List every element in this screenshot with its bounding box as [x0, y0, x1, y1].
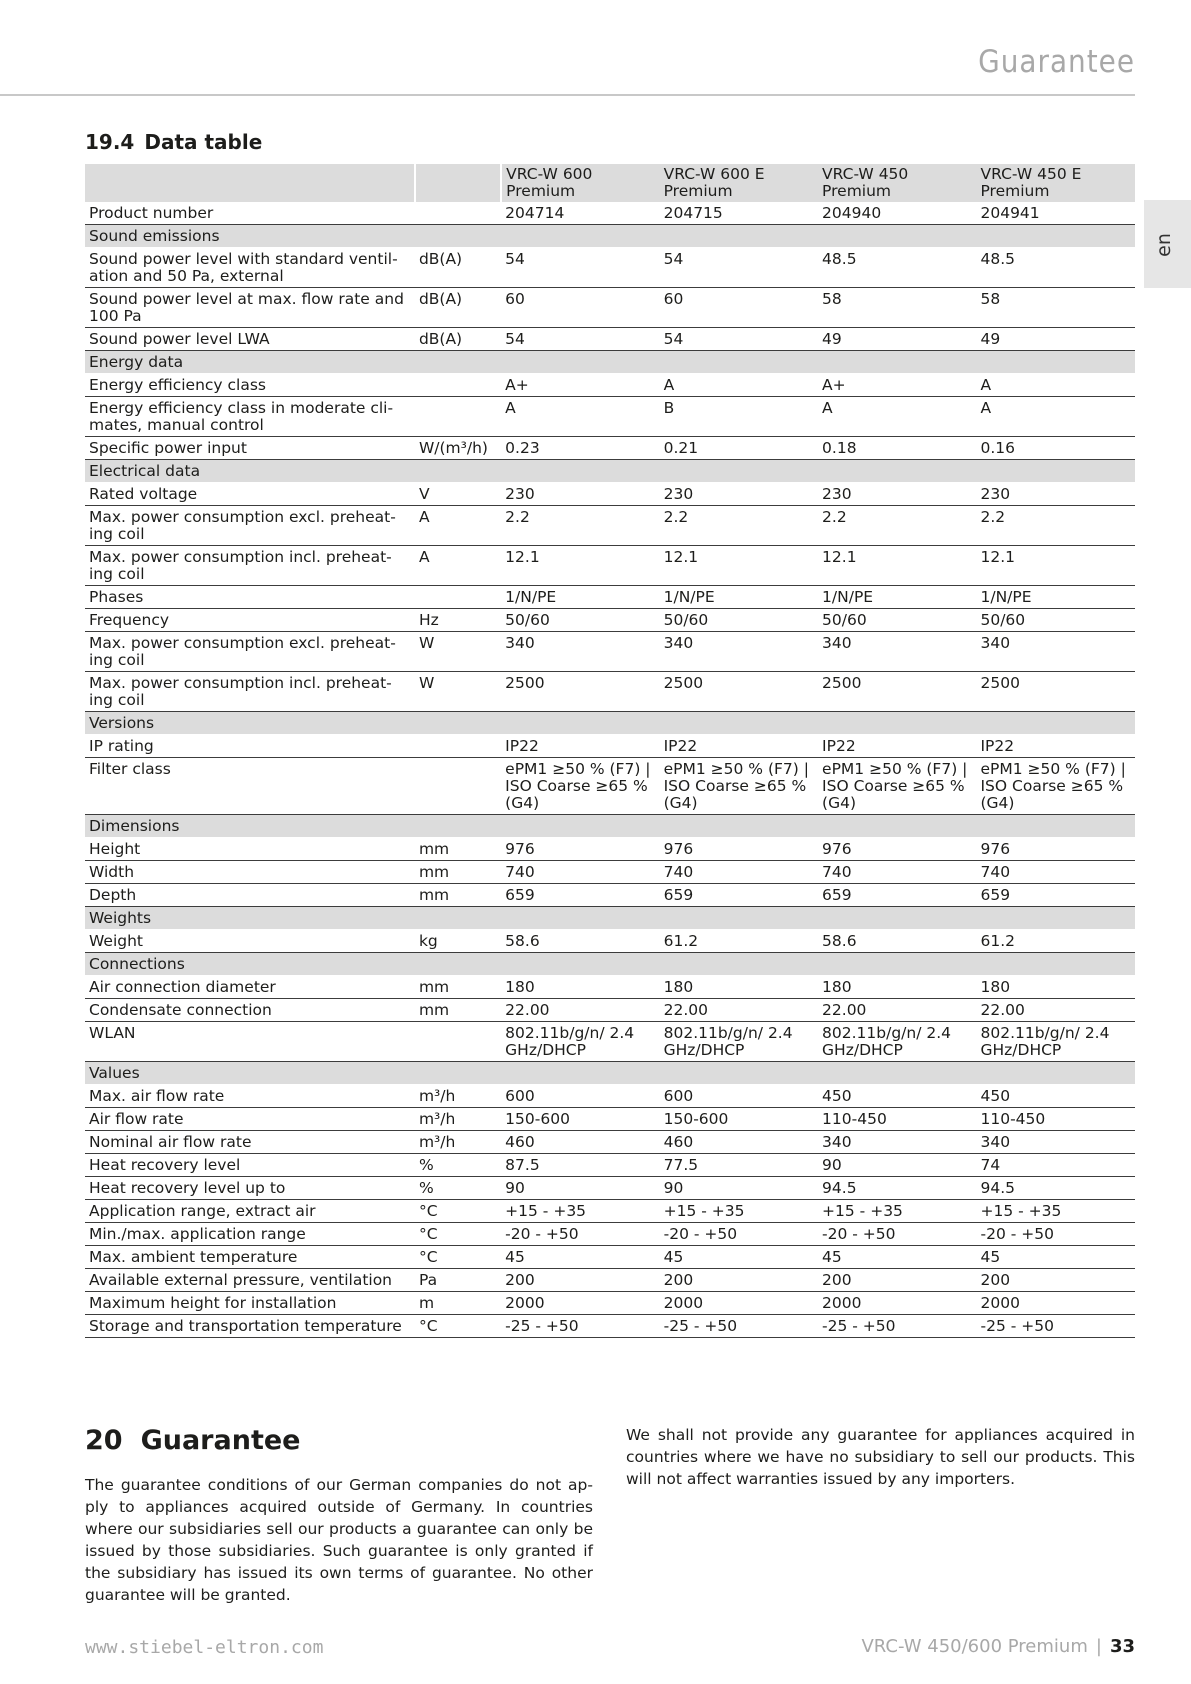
- table-cell: 200: [818, 1269, 976, 1292]
- table-cell: 230: [976, 483, 1135, 506]
- table-cell: 22.00: [660, 999, 818, 1022]
- footer-product: VRC-W 450/600 Premium: [861, 1636, 1088, 1657]
- group-row: [85, 953, 1135, 976]
- table-cell: 50/60: [501, 609, 659, 632]
- table-body: [85, 202, 1135, 1338]
- row-unit: °C: [415, 1200, 501, 1223]
- group-label: Connections: [85, 953, 1135, 976]
- column-header: VRC-W 600 E Premium: [660, 164, 818, 202]
- row-unit: W: [415, 632, 501, 672]
- table-cell: 110-450: [976, 1108, 1135, 1131]
- table-cell: A: [976, 397, 1135, 437]
- row-unit: mm: [415, 976, 501, 999]
- table-row: [85, 735, 1135, 758]
- section-number: 19.4: [85, 130, 135, 154]
- table-row: [85, 546, 1135, 586]
- row-label: Max. ambient temperature: [85, 1246, 415, 1269]
- group-label: Weights: [85, 907, 1135, 930]
- table-row: [85, 1315, 1135, 1338]
- row-label: WLAN: [85, 1022, 415, 1062]
- row-label: Energy efficiency class: [85, 374, 415, 397]
- table-row: [85, 328, 1135, 351]
- table-cell: 200: [660, 1269, 818, 1292]
- table-cell: 45: [660, 1246, 818, 1269]
- table-row: [85, 506, 1135, 546]
- table-cell: 2500: [501, 672, 659, 712]
- row-label: Phases: [85, 586, 415, 609]
- table-cell: B: [660, 397, 818, 437]
- row-unit: mm: [415, 884, 501, 907]
- group-row: [85, 351, 1135, 374]
- table-cell: 2500: [976, 672, 1135, 712]
- table-row: [85, 1131, 1135, 1154]
- row-unit: mm: [415, 999, 501, 1022]
- table-cell: -25 - +50: [818, 1315, 976, 1338]
- section-title: [85, 130, 262, 154]
- table-cell: 2000: [976, 1292, 1135, 1315]
- table-cell: 48.5: [976, 248, 1135, 288]
- row-label: Storage and transportation temperature: [85, 1315, 415, 1338]
- row-unit: %: [415, 1154, 501, 1177]
- table-cell: 12.1: [660, 546, 818, 586]
- table-cell: IP22: [818, 735, 976, 758]
- table-cell: 204940: [818, 202, 976, 225]
- guarantee-title: Guarantee: [140, 1425, 301, 1456]
- table-cell: A+: [818, 374, 976, 397]
- row-unit: Pa: [415, 1269, 501, 1292]
- row-label: Sound power level at max. flow rate and 100 Pa: [85, 288, 415, 328]
- row-unit: [415, 1022, 501, 1062]
- row-unit: W: [415, 672, 501, 712]
- table-cell: 659: [818, 884, 976, 907]
- table-cell: 740: [660, 861, 818, 884]
- row-unit: mm: [415, 838, 501, 861]
- table-row: [85, 609, 1135, 632]
- footer-info: [861, 1636, 1135, 1657]
- table-cell: 802.11b/g/n/ 2.4 GHz/DHCP: [818, 1022, 976, 1062]
- row-label: Frequency: [85, 609, 415, 632]
- table-cell: -20 - +50: [818, 1223, 976, 1246]
- table-cell: 180: [976, 976, 1135, 999]
- row-label: Condensate connection: [85, 999, 415, 1022]
- group-row: [85, 712, 1135, 735]
- row-unit: %: [415, 1177, 501, 1200]
- table-cell: +15 - +35: [501, 1200, 659, 1223]
- table-cell: 61.2: [976, 930, 1135, 953]
- row-unit: [415, 735, 501, 758]
- table-cell: 2000: [660, 1292, 818, 1315]
- table-cell: 2.2: [660, 506, 818, 546]
- guarantee-text-left: The guarantee conditions of our German companies do not ap-ply to appliances acquired outside of Germany. In countries where our subsidiaries sell our products a guarantee can only be issued by those subsidiaries. Such guarantee is only granted if the subsidiary has issued its own terms of guarantee. No other guarantee will be granted.: [85, 1476, 593, 1604]
- table-row: [85, 586, 1135, 609]
- table-cell: 460: [501, 1131, 659, 1154]
- row-label: Max. power consumption incl. preheat-ing coil: [85, 672, 415, 712]
- table-cell: A: [660, 374, 818, 397]
- row-unit: [415, 397, 501, 437]
- table-row: [85, 202, 1135, 225]
- column-header: VRC-W 600 Premium: [501, 164, 659, 202]
- table-row: [85, 1200, 1135, 1223]
- table-cell: 0.23: [501, 437, 659, 460]
- table-cell: 48.5: [818, 248, 976, 288]
- row-unit: A: [415, 506, 501, 546]
- row-unit: [415, 758, 501, 815]
- table-cell: 1/N/PE: [818, 586, 976, 609]
- guarantee-number: 20: [85, 1425, 123, 1456]
- table-cell: 1/N/PE: [501, 586, 659, 609]
- row-label: Height: [85, 838, 415, 861]
- row-unit: Hz: [415, 609, 501, 632]
- table-cell: 150-600: [660, 1108, 818, 1131]
- table-cell: 340: [501, 632, 659, 672]
- table-cell: 94.5: [976, 1177, 1135, 1200]
- row-label: Energy efficiency class in moderate cli-mates, manual control: [85, 397, 415, 437]
- language-tab[interactable]: [1144, 200, 1191, 288]
- row-label: Heat recovery level up to: [85, 1177, 415, 1200]
- table-cell: 2500: [660, 672, 818, 712]
- table-cell: IP22: [660, 735, 818, 758]
- table-cell: 2000: [501, 1292, 659, 1315]
- row-unit: [415, 374, 501, 397]
- table-cell: -25 - +50: [660, 1315, 818, 1338]
- table-cell: ePM1 ≥50 % (F7) | ISO Coarse ≥65 % (G4): [818, 758, 976, 815]
- table-cell: 180: [818, 976, 976, 999]
- table-row: [85, 1246, 1135, 1269]
- row-unit: dB(A): [415, 248, 501, 288]
- table-row: [85, 397, 1135, 437]
- section-title-text: Data table: [144, 130, 263, 154]
- table-cell: 600: [660, 1085, 818, 1108]
- group-row: [85, 225, 1135, 248]
- table-cell: 200: [501, 1269, 659, 1292]
- table-row: [85, 1154, 1135, 1177]
- table-cell: 12.1: [976, 546, 1135, 586]
- table-cell: 49: [818, 328, 976, 351]
- table-cell: 60: [660, 288, 818, 328]
- row-label: Weight: [85, 930, 415, 953]
- table-cell: 74: [976, 1154, 1135, 1177]
- row-label: Maximum height for installation: [85, 1292, 415, 1315]
- table-row: [85, 1022, 1135, 1062]
- table-cell: ePM1 ≥50 % (F7) | ISO Coarse ≥65 % (G4): [976, 758, 1135, 815]
- table-cell: 87.5: [501, 1154, 659, 1177]
- table-cell: 90: [660, 1177, 818, 1200]
- table-row: [85, 1269, 1135, 1292]
- table-row: [85, 248, 1135, 288]
- table-cell: 460: [660, 1131, 818, 1154]
- row-label: Air flow rate: [85, 1108, 415, 1131]
- table-cell: 204714: [501, 202, 659, 225]
- table-row: [85, 374, 1135, 397]
- table-cell: +15 - +35: [660, 1200, 818, 1223]
- table-cell: IP22: [976, 735, 1135, 758]
- table-cell: 0.21: [660, 437, 818, 460]
- table-cell: 12.1: [818, 546, 976, 586]
- table-cell: 600: [501, 1085, 659, 1108]
- group-label: Dimensions: [85, 815, 1135, 838]
- table-cell: 150-600: [501, 1108, 659, 1131]
- group-label: Electrical data: [85, 460, 1135, 483]
- table-row: [85, 884, 1135, 907]
- row-label: Product number: [85, 202, 415, 225]
- group-label: Energy data: [85, 351, 1135, 374]
- table-cell: A: [501, 397, 659, 437]
- footer-separator: |: [1095, 1636, 1102, 1657]
- table-cell: 1/N/PE: [660, 586, 818, 609]
- table-cell: 450: [818, 1085, 976, 1108]
- table-row: [85, 1223, 1135, 1246]
- table-cell: 802.11b/g/n/ 2.4 GHz/DHCP: [976, 1022, 1135, 1062]
- table-row: [85, 1108, 1135, 1131]
- table-cell: 2000: [818, 1292, 976, 1315]
- table-cell: 340: [818, 1131, 976, 1154]
- table-cell: 976: [818, 838, 976, 861]
- table-cell: 450: [976, 1085, 1135, 1108]
- table-cell: 110-450: [818, 1108, 976, 1131]
- row-unit: °C: [415, 1315, 501, 1338]
- table-cell: 802.11b/g/n/ 2.4 GHz/DHCP: [660, 1022, 818, 1062]
- row-label: Min./max. application range: [85, 1223, 415, 1246]
- table-cell: 659: [501, 884, 659, 907]
- row-label: Available external pressure, ventilation: [85, 1269, 415, 1292]
- page-number: 33: [1109, 1636, 1135, 1657]
- row-unit: mm: [415, 861, 501, 884]
- table-cell: +15 - +35: [818, 1200, 976, 1223]
- table-row: [85, 861, 1135, 884]
- table-cell: 22.00: [818, 999, 976, 1022]
- table-cell: 976: [660, 838, 818, 861]
- table-cell: -20 - +50: [660, 1223, 818, 1246]
- table-cell: 740: [501, 861, 659, 884]
- table-cell: 60: [501, 288, 659, 328]
- table-row: [85, 483, 1135, 506]
- row-label: Heat recovery level: [85, 1154, 415, 1177]
- row-unit: dB(A): [415, 328, 501, 351]
- table-row: [85, 930, 1135, 953]
- row-unit: V: [415, 483, 501, 506]
- table-cell: -20 - +50: [501, 1223, 659, 1246]
- row-unit: dB(A): [415, 288, 501, 328]
- footer-url[interactable]: www.stiebel-eltron.com: [85, 1637, 324, 1658]
- group-row: [85, 460, 1135, 483]
- table-cell: 58.6: [818, 930, 976, 953]
- table-row: [85, 758, 1135, 815]
- table-cell: 802.11b/g/n/ 2.4 GHz/DHCP: [501, 1022, 659, 1062]
- table-cell: 50/60: [818, 609, 976, 632]
- row-label: Specific power input: [85, 437, 415, 460]
- column-header: VRC-W 450 E Premium: [976, 164, 1135, 202]
- table-cell: 230: [818, 483, 976, 506]
- table-cell: 659: [660, 884, 818, 907]
- table-cell: 45: [501, 1246, 659, 1269]
- table-cell: 976: [501, 838, 659, 861]
- group-row: [85, 907, 1135, 930]
- table-cell: 58.6: [501, 930, 659, 953]
- table-row: [85, 288, 1135, 328]
- table-cell: 230: [660, 483, 818, 506]
- group-label: Sound emissions: [85, 225, 1135, 248]
- row-label: Rated voltage: [85, 483, 415, 506]
- row-unit: W/(m³/h): [415, 437, 501, 460]
- table-cell: A: [976, 374, 1135, 397]
- table-row: [85, 437, 1135, 460]
- row-unit: m: [415, 1292, 501, 1315]
- table-cell: 50/60: [660, 609, 818, 632]
- header-blank-label: [85, 164, 415, 202]
- row-label: Sound power level LWA: [85, 328, 415, 351]
- row-unit: m³/h: [415, 1085, 501, 1108]
- table-cell: 45: [976, 1246, 1135, 1269]
- row-unit: kg: [415, 930, 501, 953]
- group-label: Values: [85, 1062, 1135, 1085]
- table-cell: 180: [501, 976, 659, 999]
- table-cell: 45: [818, 1246, 976, 1269]
- table-cell: 22.00: [976, 999, 1135, 1022]
- table-row: [85, 838, 1135, 861]
- table-cell: 740: [818, 861, 976, 884]
- table-cell: 77.5: [660, 1154, 818, 1177]
- table-cell: A: [818, 397, 976, 437]
- table-cell: 94.5: [818, 1177, 976, 1200]
- table-cell: 58: [818, 288, 976, 328]
- table-cell: 0.16: [976, 437, 1135, 460]
- page-header: [0, 40, 1135, 96]
- table-cell: 740: [976, 861, 1135, 884]
- table-row: [85, 632, 1135, 672]
- table-row: [85, 999, 1135, 1022]
- table-cell: 1/N/PE: [976, 586, 1135, 609]
- table-cell: 54: [660, 248, 818, 288]
- row-label: Max. power consumption incl. preheat-ing coil: [85, 546, 415, 586]
- data-table: [85, 164, 1135, 1338]
- table-header-row: [85, 164, 1135, 202]
- table-cell: 58: [976, 288, 1135, 328]
- table-row: [85, 672, 1135, 712]
- table-cell: ePM1 ≥50 % (F7) | ISO Coarse ≥65 % (G4): [660, 758, 818, 815]
- table-cell: 12.1: [501, 546, 659, 586]
- row-label: Max. power consumption excl. preheat-ing coil: [85, 632, 415, 672]
- group-label: Versions: [85, 712, 1135, 735]
- language-label: en: [1152, 233, 1175, 257]
- table-cell: 0.18: [818, 437, 976, 460]
- table-cell: 54: [501, 328, 659, 351]
- table-cell: 2500: [818, 672, 976, 712]
- header-blank-unit: [415, 164, 501, 202]
- row-label: Max. air flow rate: [85, 1085, 415, 1108]
- table-cell: 2.2: [818, 506, 976, 546]
- table-row: [85, 1177, 1135, 1200]
- row-label: Sound power level with standard ventil-ation and 50 Pa, external: [85, 248, 415, 288]
- group-row: [85, 1062, 1135, 1085]
- row-unit: [415, 586, 501, 609]
- table-cell: 180: [660, 976, 818, 999]
- table-cell: 340: [976, 632, 1135, 672]
- table-cell: 49: [976, 328, 1135, 351]
- table-row: [85, 1085, 1135, 1108]
- guarantee-text-right: We shall not provide any guarantee for appliances acquired in countries where we have no subsidiary to sell our products. This will not affect warranties issued by any importers.: [626, 1426, 1135, 1488]
- table-cell: 659: [976, 884, 1135, 907]
- table-cell: 54: [660, 328, 818, 351]
- table-cell: 22.00: [501, 999, 659, 1022]
- guarantee-heading: [85, 1425, 300, 1456]
- table-cell: ePM1 ≥50 % (F7) | ISO Coarse ≥65 % (G4): [501, 758, 659, 815]
- row-unit: [415, 202, 501, 225]
- row-label: Width: [85, 861, 415, 884]
- table-cell: A+: [501, 374, 659, 397]
- row-unit: m³/h: [415, 1108, 501, 1131]
- table-cell: 90: [818, 1154, 976, 1177]
- row-unit: °C: [415, 1223, 501, 1246]
- row-label: Depth: [85, 884, 415, 907]
- table-cell: +15 - +35: [976, 1200, 1135, 1223]
- row-label: Air connection diameter: [85, 976, 415, 999]
- table-cell: 54: [501, 248, 659, 288]
- row-unit: °C: [415, 1246, 501, 1269]
- row-unit: A: [415, 546, 501, 586]
- table-cell: 230: [501, 483, 659, 506]
- column-header: VRC-W 450 Premium: [818, 164, 976, 202]
- table-cell: 204941: [976, 202, 1135, 225]
- table-cell: 340: [976, 1131, 1135, 1154]
- table-cell: 200: [976, 1269, 1135, 1292]
- table-cell: IP22: [501, 735, 659, 758]
- table-cell: 976: [976, 838, 1135, 861]
- table-cell: 340: [818, 632, 976, 672]
- table-row: [85, 1292, 1135, 1315]
- group-row: [85, 815, 1135, 838]
- row-label: Application range, extract air: [85, 1200, 415, 1223]
- table-cell: -25 - +50: [976, 1315, 1135, 1338]
- table-cell: 90: [501, 1177, 659, 1200]
- row-label: IP rating: [85, 735, 415, 758]
- table-cell: -25 - +50: [501, 1315, 659, 1338]
- table-cell: 2.2: [976, 506, 1135, 546]
- row-label: Max. power consumption excl. preheat-ing coil: [85, 506, 415, 546]
- header-title: Guarantee: [978, 44, 1135, 80]
- row-unit: m³/h: [415, 1131, 501, 1154]
- table-cell: 204715: [660, 202, 818, 225]
- table-cell: -20 - +50: [976, 1223, 1135, 1246]
- table-row: [85, 976, 1135, 999]
- row-label: Nominal air flow rate: [85, 1131, 415, 1154]
- table-cell: 340: [660, 632, 818, 672]
- table-cell: 61.2: [660, 930, 818, 953]
- table-cell: 50/60: [976, 609, 1135, 632]
- table-cell: 2.2: [501, 506, 659, 546]
- row-label: Filter class: [85, 758, 415, 815]
